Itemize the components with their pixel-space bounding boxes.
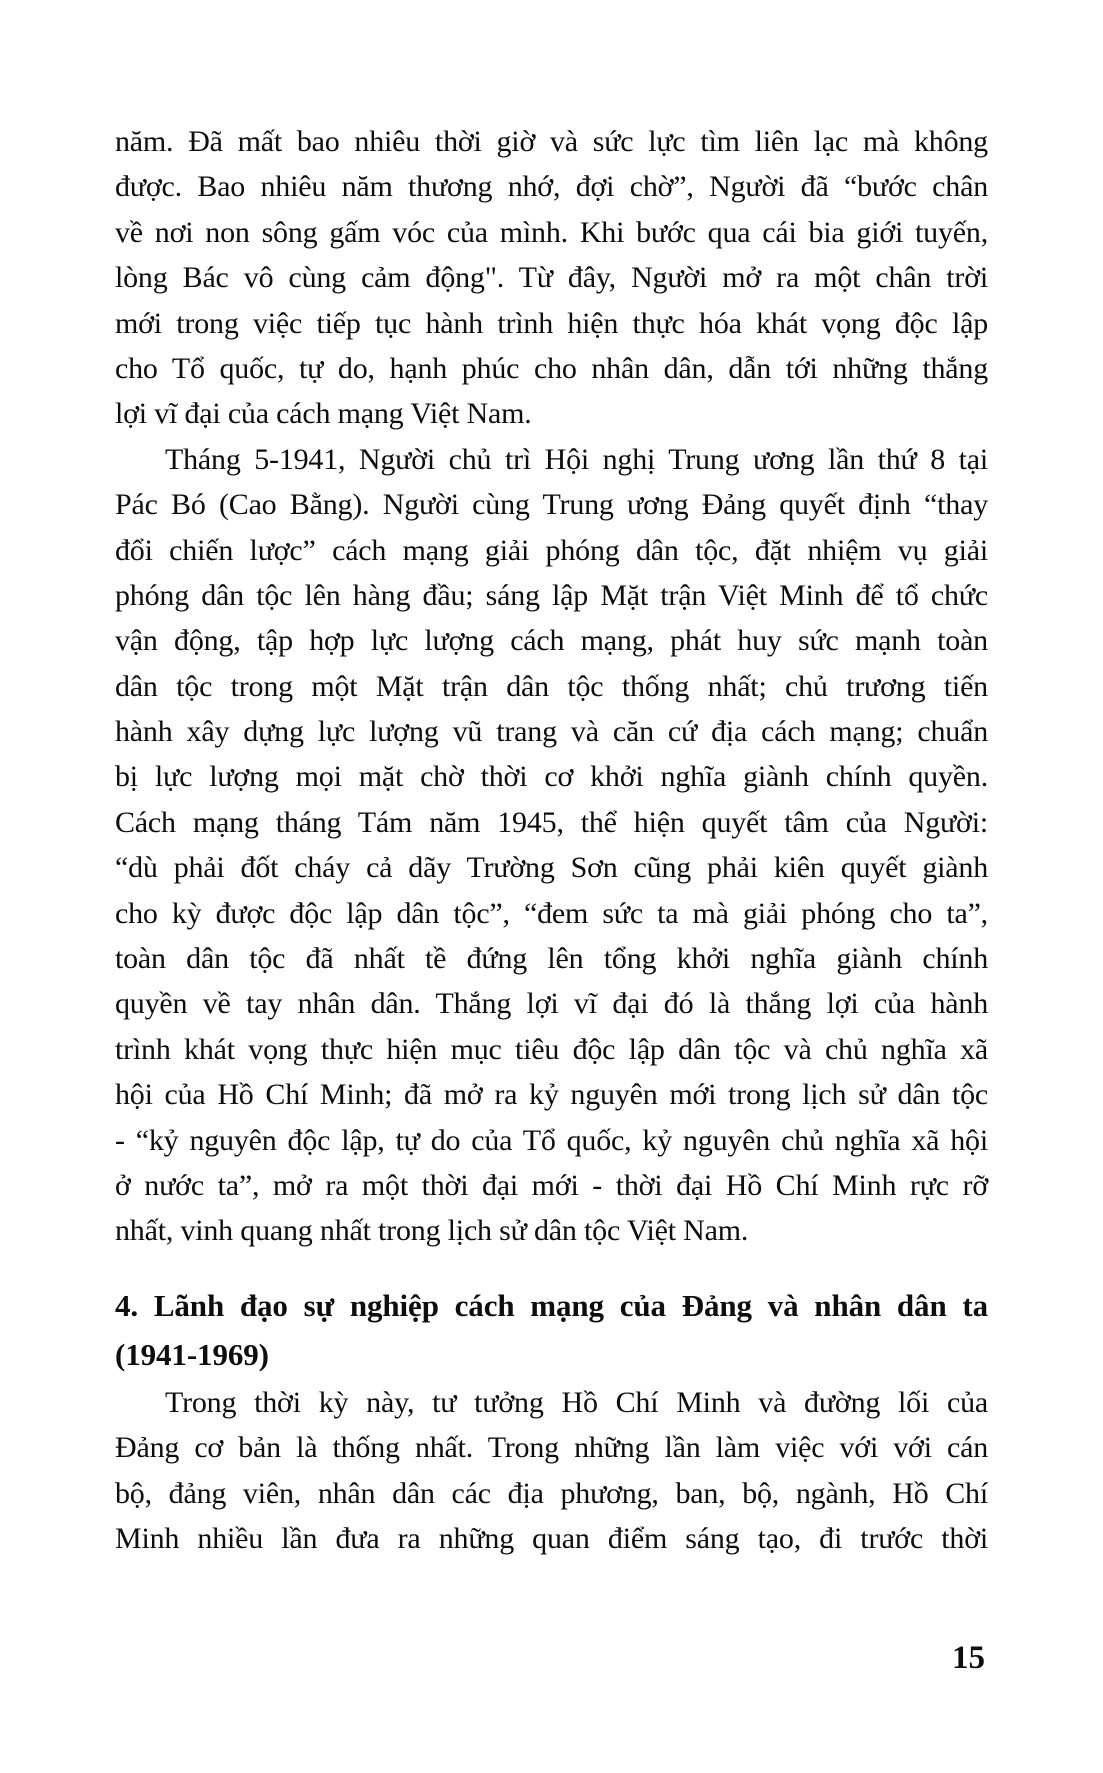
paragraph-trong-thoi-ky	[115, 1380, 988, 1562]
text-line: vận động, tập hợp lực lượng cách mạng, phát huy sức mạnh toàn	[115, 624, 988, 658]
text-line: hành xây dựng lực lượng vũ trang và căn cứ địa cách mạng; chuẩn	[115, 715, 988, 749]
text-line: cho Tổ quốc, tự do, hạnh phúc cho nhân dân, dẫn tới những thắng	[115, 351, 988, 385]
paragraph-continuation	[115, 119, 988, 437]
text-line: “dù phải đốt cháy cả dãy Trường Sơn cũng phải kiên quyết giành	[115, 851, 988, 885]
text-line: mới trong việc tiếp tục hành trình hiện thực hóa khát vọng độc lập	[115, 306, 988, 340]
text-column	[115, 119, 988, 1561]
text-line: lợi vĩ đại của cách mạng Việt Nam.	[115, 397, 532, 431]
section-heading-4	[115, 1281, 988, 1379]
text-line: Cách mạng tháng Tám năm 1945, thể hiện quyết tâm của Người:	[115, 805, 988, 839]
text-line: đổi chiến lược” cách mạng giải phóng dân tộc, đặt nhiệm vụ giải	[115, 533, 988, 567]
text-line: Tháng 5-1941, Người chủ trì Hội nghị Trung ương lần thứ 8 tại	[165, 442, 988, 476]
text-line: Đảng cơ bản là thống nhất. Trong những lần làm việc với với cán	[115, 1431, 988, 1465]
text-line: toàn dân tộc đã nhất tề đứng lên tổng khởi nghĩa giành chính	[115, 942, 988, 976]
text-line: năm. Đã mất bao nhiêu thời giờ và sức lực tìm liên lạc mà không	[115, 125, 988, 158]
text-line: Minh nhiều lần đưa ra những quan điểm sáng tạo, đi trước thời	[115, 1521, 988, 1555]
text-line: quyền về tay nhân dân. Thắng lợi vĩ đại đó là thắng lợi của hành	[115, 987, 988, 1021]
text-line: hội của Hồ Chí Minh; đã mở ra kỷ nguyên mới trong lịch sử dân tộc	[115, 1078, 988, 1112]
text-line: Trong thời kỳ này, tư tưởng Hồ Chí Minh và đường lối của	[165, 1385, 988, 1419]
heading-line: (1941-1969)	[115, 1336, 269, 1372]
text-line: nhất, vinh quang nhất trong lịch sử dân tộc Việt Nam.	[115, 1214, 749, 1248]
text-line: bộ, đảng viên, nhân dân các địa phương, ban, bộ, ngành, Hồ Chí	[115, 1476, 988, 1510]
text-line: ở nước ta”, mở ra một thời đại mới - thời đại Hồ Chí Minh rực rỡ	[115, 1168, 988, 1202]
paragraph-thang-5-1941	[115, 437, 988, 1254]
text-line: cho kỳ được độc lập dân tộc”, “đem sức ta mà giải phóng cho ta”,	[115, 896, 988, 930]
heading-line: 4. Lãnh đạo sự nghiệp cách mạng của Đảng và nhân dân ta	[115, 1287, 988, 1323]
text-line: được. Bao nhiêu năm thương nhớ, đợi chờ”, Người đã “bước chân	[115, 170, 988, 204]
text-line: trình khát vọng thực hiện mục tiêu độc lập dân tộc và chủ nghĩa xã	[115, 1032, 988, 1066]
text-line: dân tộc trong một Mặt trận dân tộc thống nhất; chủ trương tiến	[115, 669, 988, 703]
text-line: về nơi non sông gấm vóc của mình. Khi bước qua cái bia giới tuyến,	[115, 215, 988, 249]
text-line: bị lực lượng mọi mặt chờ thời cơ khởi nghĩa giành chính quyền.	[115, 760, 988, 794]
text-line: lòng Bác vô cùng cảm động". Từ đây, Người mở ra một chân trời	[115, 261, 988, 295]
page-number: 15	[952, 1640, 985, 1676]
text-line: Pác Bó (Cao Bằng). Người cùng Trung ương Đảng quyết định “thay	[115, 488, 988, 522]
text-line: phóng dân tộc lên hàng đầu; sáng lập Mặt trận Việt Minh để tổ chức	[115, 578, 988, 612]
text-line: - “kỷ nguyên độc lập, tự do của Tổ quốc, kỷ nguyên chủ nghĩa xã hội	[115, 1123, 988, 1157]
